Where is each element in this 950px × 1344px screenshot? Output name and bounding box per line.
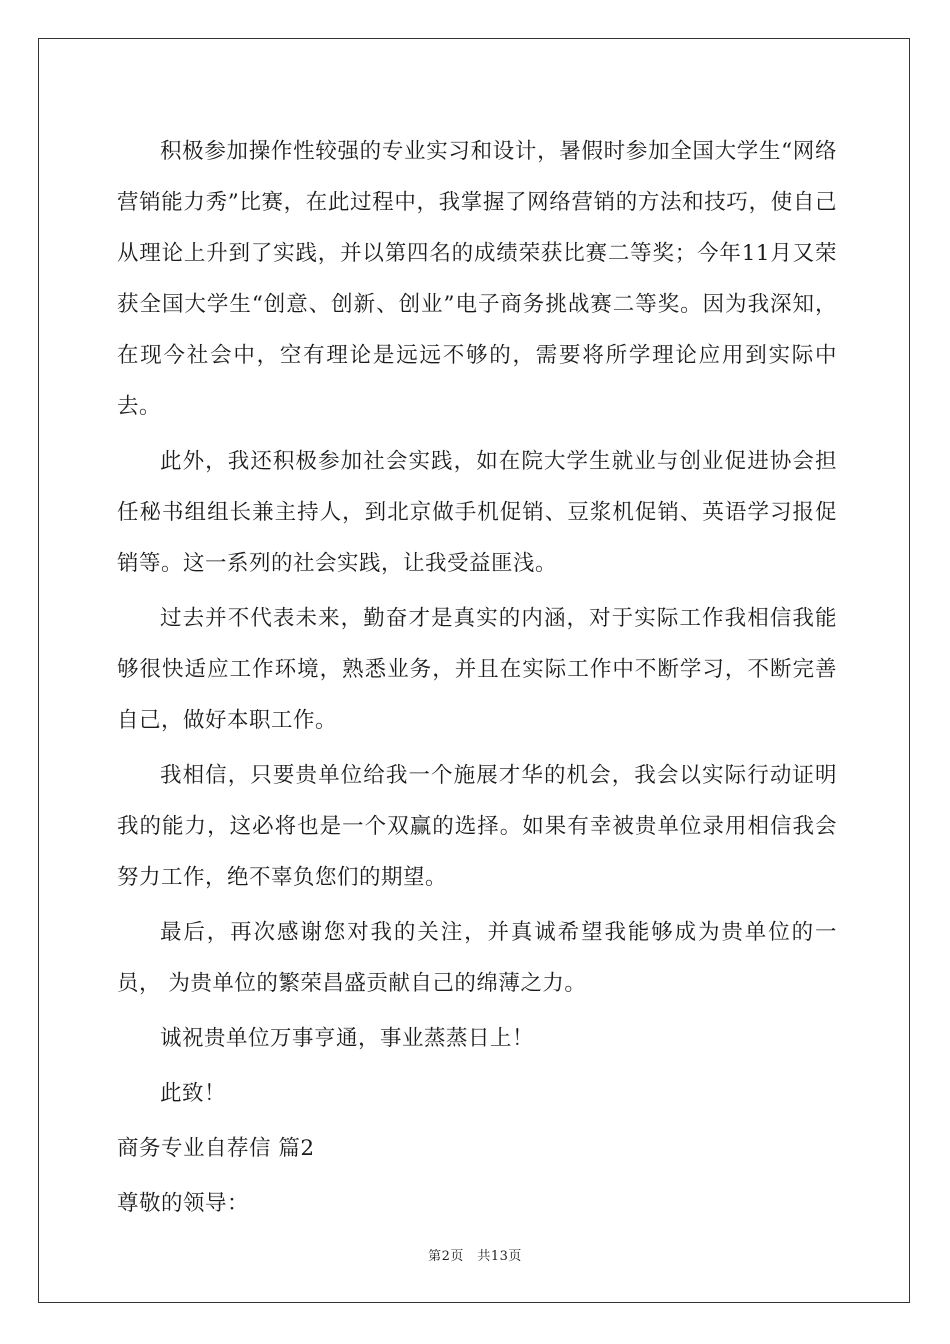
page-footer: 第2页 共13页: [428, 1249, 522, 1264]
paragraph-7: 此致！: [160, 1081, 227, 1106]
paragraph-4: 我相信，只要贵单位给我一个施展才华的机会，我会以实际行动证明我的能力，这必将也是一个双赢的选择。如果有幸被贵单位录用相信我会努力工作，绝不辜负您们的期望。: [117, 763, 837, 890]
section-title: 商务专业自荐信 篇2: [117, 1136, 315, 1161]
paragraph-2: 此外，我还积极参加社会实践，如在院大学生就业与创业促进协会担任秘书组组长兼主持人，到北京做手机促销、豆浆机促销、英语学习报促销等。这一系列的社会实践，让我受益匪浅。: [117, 449, 837, 576]
paragraph-6: 诚祝贵单位万事亨通，事业蒸蒸日上！: [160, 1026, 535, 1051]
paragraph-1: 积极参加操作性较强的专业实习和设计，暑假时参加全国大学生“网络营销能力秀”比赛，在此过程中，我掌握了网络营销的方法和技巧，使自己从理论上升到了实践，并以第四名的成绩荣获比赛二等奖；今年11月又荣获全国大学生“创意、创新、创业”电子商务挑战赛二等奖。因为我深知，在现今社会中，空有理论是远远不够的，需要将所学理论应用到实际中去。: [117, 139, 837, 419]
paragraph-5: 最后，再次感谢您对我的关注，并真诚希望我能够成为贵单位的一员， 为贵单位的繁荣昌盛贡献自己的绵薄之力。: [117, 920, 837, 996]
salutation: 尊敬的领导：: [117, 1191, 250, 1216]
paragraph-3: 过去并不代表未来，勤奋才是真实的内涵，对于实际工作我相信我能够很快适应工作环境，熟悉业务，并且在实际工作中不断学习，不断完善自己，做好本职工作。: [117, 606, 837, 733]
document-body: [117, 126, 837, 1233]
